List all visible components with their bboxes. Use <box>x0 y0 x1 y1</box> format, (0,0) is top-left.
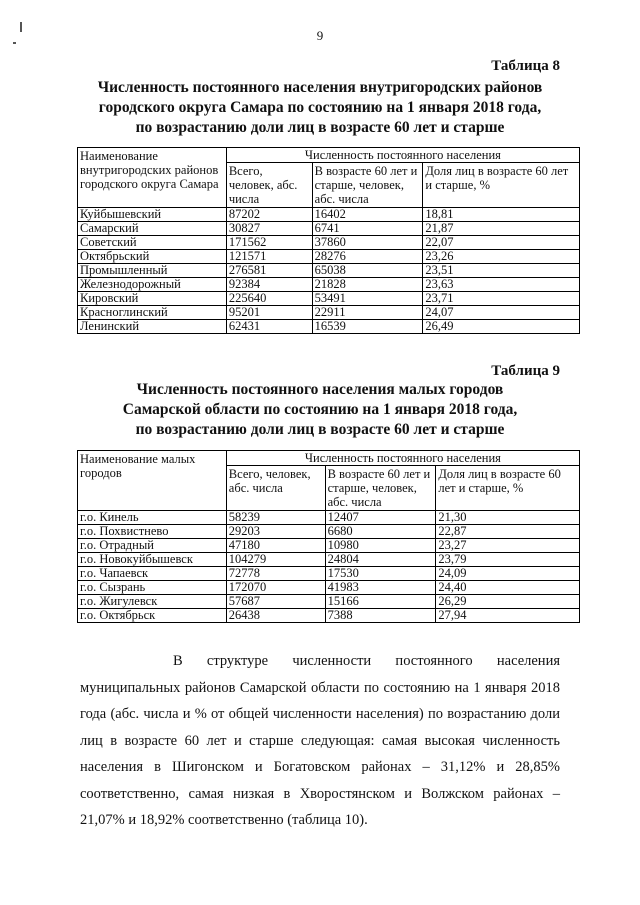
table8-label: Таблица 8 <box>491 58 560 74</box>
total-value: 172070 <box>226 581 325 595</box>
total-value: 57687 <box>226 595 325 609</box>
aged-value: 7388 <box>325 609 436 623</box>
table8-title-line: по возрастанию доли лиц в возрасте 60 лет и старше <box>135 119 505 136</box>
total-value: 87202 <box>226 208 312 222</box>
table-row <box>78 250 580 264</box>
share-value: 22,07 <box>423 236 580 250</box>
table9-title <box>60 380 580 440</box>
total-value: 171562 <box>226 236 312 250</box>
total-value: 276581 <box>226 264 312 278</box>
table8-header-share: Доля лиц в возрасте 60 лет и старше, % <box>423 163 580 208</box>
table-row <box>78 278 580 292</box>
total-value: 47180 <box>226 539 325 553</box>
aged-value: 16539 <box>312 320 423 334</box>
share-value: 21,30 <box>436 511 580 525</box>
district-name: Красноглинский <box>78 306 227 320</box>
share-value: 23,63 <box>423 278 580 292</box>
table9-header-group: Численность постоянного населения <box>226 451 579 466</box>
table-row <box>78 609 580 623</box>
aged-value: 37860 <box>312 236 423 250</box>
aged-value: 21828 <box>312 278 423 292</box>
table-row <box>78 236 580 250</box>
share-value: 23,51 <box>423 264 580 278</box>
share-value: 23,26 <box>423 250 580 264</box>
share-value: 22,87 <box>436 525 580 539</box>
table9-label: Таблица 9 <box>491 363 560 379</box>
district-name: Самарский <box>78 222 227 236</box>
table-row <box>78 292 580 306</box>
table-row <box>78 525 580 539</box>
share-value: 23,27 <box>436 539 580 553</box>
share-value: 24,09 <box>436 567 580 581</box>
table-row <box>78 264 580 278</box>
table9 <box>77 450 580 623</box>
share-value: 26,29 <box>436 595 580 609</box>
town-name: г.о. Отрадный <box>78 539 227 553</box>
aged-value: 15166 <box>325 595 436 609</box>
table-row <box>78 306 580 320</box>
total-value: 225640 <box>226 292 312 306</box>
share-value: 27,94 <box>436 609 580 623</box>
table-row <box>78 208 580 222</box>
total-value: 72778 <box>226 567 325 581</box>
table-row <box>78 222 580 236</box>
table9-title-line: Самарской области по состоянию на 1 января 2018 года, <box>122 401 518 418</box>
share-value: 23,71 <box>423 292 580 306</box>
table8-header-aged: В возрасте 60 лет и старше, человек, абс. числа <box>312 163 423 208</box>
aged-value: 6741 <box>312 222 423 236</box>
table-row <box>78 595 580 609</box>
district-name: Советский <box>78 236 227 250</box>
table-row <box>78 553 580 567</box>
share-value: 24,40 <box>436 581 580 595</box>
district-name: Железнодорожный <box>78 278 227 292</box>
table8-title-line: Численность постоянного населения внутригородских районов <box>97 79 543 96</box>
share-value: 18,81 <box>423 208 580 222</box>
district-name: Ленинский <box>78 320 227 334</box>
table8-title <box>60 78 580 138</box>
aged-value: 28276 <box>312 250 423 264</box>
town-name: г.о. Кинель <box>78 511 227 525</box>
total-value: 92384 <box>226 278 312 292</box>
total-value: 30827 <box>226 222 312 236</box>
table9-title-line: по возрастанию доли лиц в возрасте 60 лет и старше <box>135 421 505 438</box>
total-value: 26438 <box>226 609 325 623</box>
total-value: 121571 <box>226 250 312 264</box>
table9-header-total: Всего, человек, абс. числа <box>226 466 325 511</box>
aged-value: 24804 <box>325 553 436 567</box>
district-name: Куйбышевский <box>78 208 227 222</box>
town-name: г.о. Октябрьск <box>78 609 227 623</box>
table-row <box>78 539 580 553</box>
aged-value: 12407 <box>325 511 436 525</box>
share-value: 26,49 <box>423 320 580 334</box>
body-paragraph: В структуре численности постоянного населения муниципальных районов Самарской области по состоянию на 1 января 2018 года (абс. числа и % от общей численности населения) по возрастанию доли лиц в возрасте 60 лет и старше следующая: самая высокая численность населения в Шигонском и Богатовском районах – 31,12% и 28,85% соответственно, самая низкая в Хворостянском и Волжском районах – 21,07% и 18,92% соответственно (таблица 10). <box>80 653 560 828</box>
aged-value: 53491 <box>312 292 423 306</box>
table8-header-name: Наименование внутригородских районов городского округа Самара <box>78 148 227 208</box>
table8-title-line: городского округа Самара по состоянию на 1 января 2018 года, <box>98 99 542 116</box>
table-row <box>78 567 580 581</box>
table8-header-group: Численность постоянного населения <box>226 148 579 163</box>
aged-value: 22911 <box>312 306 423 320</box>
aged-value: 16402 <box>312 208 423 222</box>
district-name: Кировский <box>78 292 227 306</box>
total-value: 104279 <box>226 553 325 567</box>
aged-value: 41983 <box>325 581 436 595</box>
share-value: 21,87 <box>423 222 580 236</box>
page-number: 9 <box>316 28 324 43</box>
town-name: г.о. Жигулевск <box>78 595 227 609</box>
aged-value: 17530 <box>325 567 436 581</box>
town-name: г.о. Похвистнево <box>78 525 227 539</box>
table8-header-total: Всего, человек, абс. числа <box>226 163 312 208</box>
table-row <box>78 511 580 525</box>
town-name: г.о. Сызрань <box>78 581 227 595</box>
table9-header-name: Наименование малых городов <box>78 451 227 511</box>
table9-header-share: Доля лиц в возрасте 60 лет и старше, % <box>436 466 580 511</box>
table-row <box>78 320 580 334</box>
table8 <box>77 147 580 334</box>
district-name: Промышленный <box>78 264 227 278</box>
aged-value: 6680 <box>325 525 436 539</box>
aged-value: 10980 <box>325 539 436 553</box>
aged-value: 65038 <box>312 264 423 278</box>
district-name: Октябрьский <box>78 250 227 264</box>
total-value: 58239 <box>226 511 325 525</box>
total-value: 62431 <box>226 320 312 334</box>
table-row <box>78 581 580 595</box>
town-name: г.о. Чапаевск <box>78 567 227 581</box>
total-value: 29203 <box>226 525 325 539</box>
share-value: 24,07 <box>423 306 580 320</box>
total-value: 95201 <box>226 306 312 320</box>
town-name: г.о. Новокуйбышевск <box>78 553 227 567</box>
table9-title-line: Численность постоянного населения малых городов <box>136 381 504 398</box>
table9-header-aged: В возрасте 60 лет и старше, человек, абс. числа <box>325 466 436 511</box>
share-value: 23,79 <box>436 553 580 567</box>
